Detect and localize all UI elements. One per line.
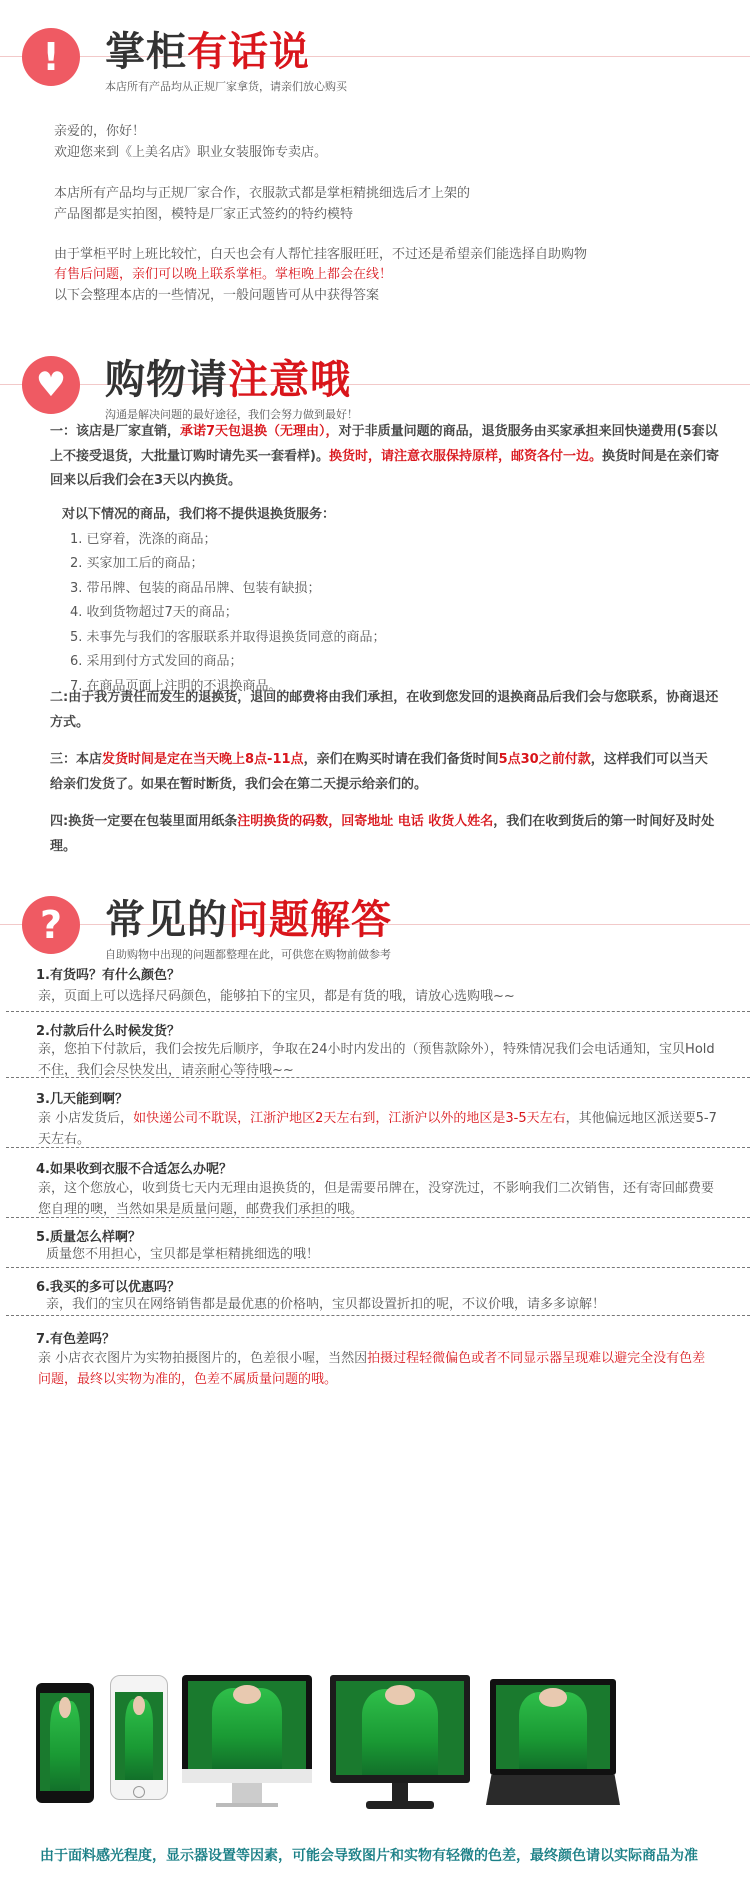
- faq-question: 2.付款后什么时候发货？: [36, 1024, 180, 1039]
- list-title: 对以下情况的商品，我们将不提供退换货服务：: [62, 507, 336, 522]
- intro-line-highlight: 有售后问题，亲们可以晚上联系掌柜。掌柜晚上都会在线！: [54, 267, 393, 282]
- intro-line: 以下会整理本店的一些情况，一般问题皆可从中获得答案: [54, 288, 380, 303]
- section-title: 掌柜有话说: [105, 29, 310, 75]
- faq-question: 6.我买的多可以优惠吗？: [36, 1280, 180, 1295]
- question-icon: ?: [22, 896, 80, 954]
- list-item: 7. 在商品页面上注明的不退换商品。: [70, 678, 282, 694]
- laptop: [486, 1679, 620, 1819]
- faq-item: [6, 1268, 750, 1316]
- section-header-faq: [0, 880, 750, 970]
- list-item: 6. 采用到付方式发回的商品；: [70, 654, 243, 669]
- section-subtitle: 沟通是解决问题的最好途径，我们会努力做到最好！: [105, 408, 358, 421]
- intro-line: 亲爱的，你好！: [54, 124, 146, 139]
- faq-question: 7.有色差吗？: [36, 1332, 115, 1347]
- faq-question: 5.质量怎么样啊？: [36, 1230, 141, 1245]
- intro-line: 欢迎您来到《上美名店》职业女装服饰专卖店。: [54, 145, 328, 160]
- list-item: 3. 带吊牌、包装的商品吊牌、包装有缺损；: [70, 580, 321, 596]
- faq-question: 4.如果收到衣服不合适怎么办呢？: [36, 1162, 232, 1177]
- section-header-notice: [0, 340, 750, 430]
- section-header-shopkeeper: [0, 12, 750, 102]
- monitor-imac: [182, 1675, 312, 1815]
- faq-answer: 亲，页面上可以选择尺码颜色，能够拍下的宝贝，都是有货的哦，请放心选购哦~~: [38, 989, 515, 1004]
- notice-paragraph-1: 一：该店是厂家直销，承诺7天包退换（无理由），对于非质量问题的商品，退货服务由买家承担来回快递费用(5套以上不接受退货，大批量订购时请先买一套看样)。换货时，请注意衣服保持原样，邮资各付一边。换货时间是在亲们寄回来以后我们会在3天以内换货。: [50, 424, 719, 488]
- intro-line: 本店所有产品均与正规厂家合作，衣服款式都是掌柜精挑细选后才上架的: [54, 186, 471, 201]
- faq-item: [6, 960, 750, 1012]
- exclamation-icon: !: [22, 28, 80, 86]
- faq-answer: 亲，这个您放心，收到货七天内无理由退换货的，但是需要吊牌在，没穿洗过，不影响我们二次销售，还有寄回邮费要您自理的噢，当然如果是质量问题，邮费我们承担的哦。: [38, 1181, 715, 1217]
- section-subtitle: 本店所有产品均从正规厂家拿货，请亲们放心购买: [105, 80, 347, 93]
- faq-answer: 亲 小店发货后，如快递公司不耽误，江浙沪地区2天左右到，江浙沪以外的地区是3-5天左右，其他偏远地区派送要5-7天左右。: [38, 1111, 717, 1147]
- intro-line: 由于掌柜平时上班比较忙，白天也会有人帮忙挂客服旺旺，不过还是希望亲们能选择自助购物: [54, 247, 588, 262]
- list-item: 4. 收到货物超过7天的商品；: [70, 605, 238, 620]
- heart-icon: ♥: [22, 356, 80, 414]
- faq-question: 1.有货吗？有什么颜色？: [36, 968, 180, 983]
- phone-white: [110, 1675, 168, 1800]
- section-title: 购物请注意哦: [105, 357, 351, 403]
- notice-paragraph-3: 三：本店发货时间是定在当天晚上8点-11点，亲们在购买时请在我们备货时间5点30之前付款，这样我们可以当天给亲们发货了。如果在暂时断货，我们会在第二天提示给亲们的。: [50, 752, 708, 792]
- faq-question: 3.几天能到啊？: [36, 1092, 128, 1107]
- faq-item: [6, 1078, 750, 1148]
- color-disclaimer: 由于面料感光程度，显示器设置等因素，可能会导致图片和实物有轻微的色差，最终颜色请以实际商品为准: [40, 1848, 698, 1864]
- monitor-desktop: [330, 1675, 470, 1815]
- faq-item: [6, 1148, 750, 1218]
- no-return-list: [64, 503, 386, 699]
- faq-answer: 亲 小店衣衣图片为实物拍摄图片的，色差很小喔，当然因拍摄过程轻微偏色或者不同显示器呈现难以避完全没有色差问题，最终以实物为准的，色差不属质量问题的哦。: [38, 1351, 706, 1387]
- phone-black: [36, 1683, 94, 1803]
- device-comparison-image: [0, 1665, 750, 1835]
- intro-line: 产品图都是实拍图，模特是厂家正式签约的特约模特: [54, 207, 354, 222]
- faq-item: [6, 1218, 750, 1268]
- faq-item: [6, 1012, 750, 1078]
- faq-item: [6, 1316, 750, 1386]
- notice-paragraph-2: 二:由于我方责任而发生的退换货，退回的邮费将由我们承担，在收到您发回的退换商品后我们会与您联系，协商退还方式。: [50, 690, 719, 730]
- section-subtitle: 自助购物中出现的问题都整理在此，可供您在购物前做参考: [105, 948, 391, 961]
- section-title: 常见的问题解答: [105, 897, 392, 943]
- faq-answer: 亲，您拍下付款后，我们会按先后顺序，争取在24小时内发出的（预售款除外），特殊情况我们会电话通知，宝贝Hold不住，我们会尽快发出，请亲耐心等待哦~~: [38, 1042, 715, 1078]
- faq-answer: 亲，我们的宝贝在网络销售都是最优惠的价格呐，宝贝都设置折扣的呢，不议价哦，请多多谅解！: [46, 1297, 606, 1312]
- list-item: 2. 买家加工后的商品；: [70, 556, 204, 571]
- list-item: 5. 未事先与我们的客服联系并取得退换货同意的商品；: [70, 629, 386, 645]
- faq-answer: 质量您不用担心，宝贝都是掌柜精挑细选的哦！: [46, 1247, 320, 1262]
- list-item: 1. 已穿着，洗涤的商品；: [70, 531, 217, 547]
- notice-paragraph-4: 四:换货一定要在包装里面用纸条注明换货的码数，回寄地址 电话 收货人姓名，我们在收到货后的第一时间好及时处理。: [50, 814, 715, 854]
